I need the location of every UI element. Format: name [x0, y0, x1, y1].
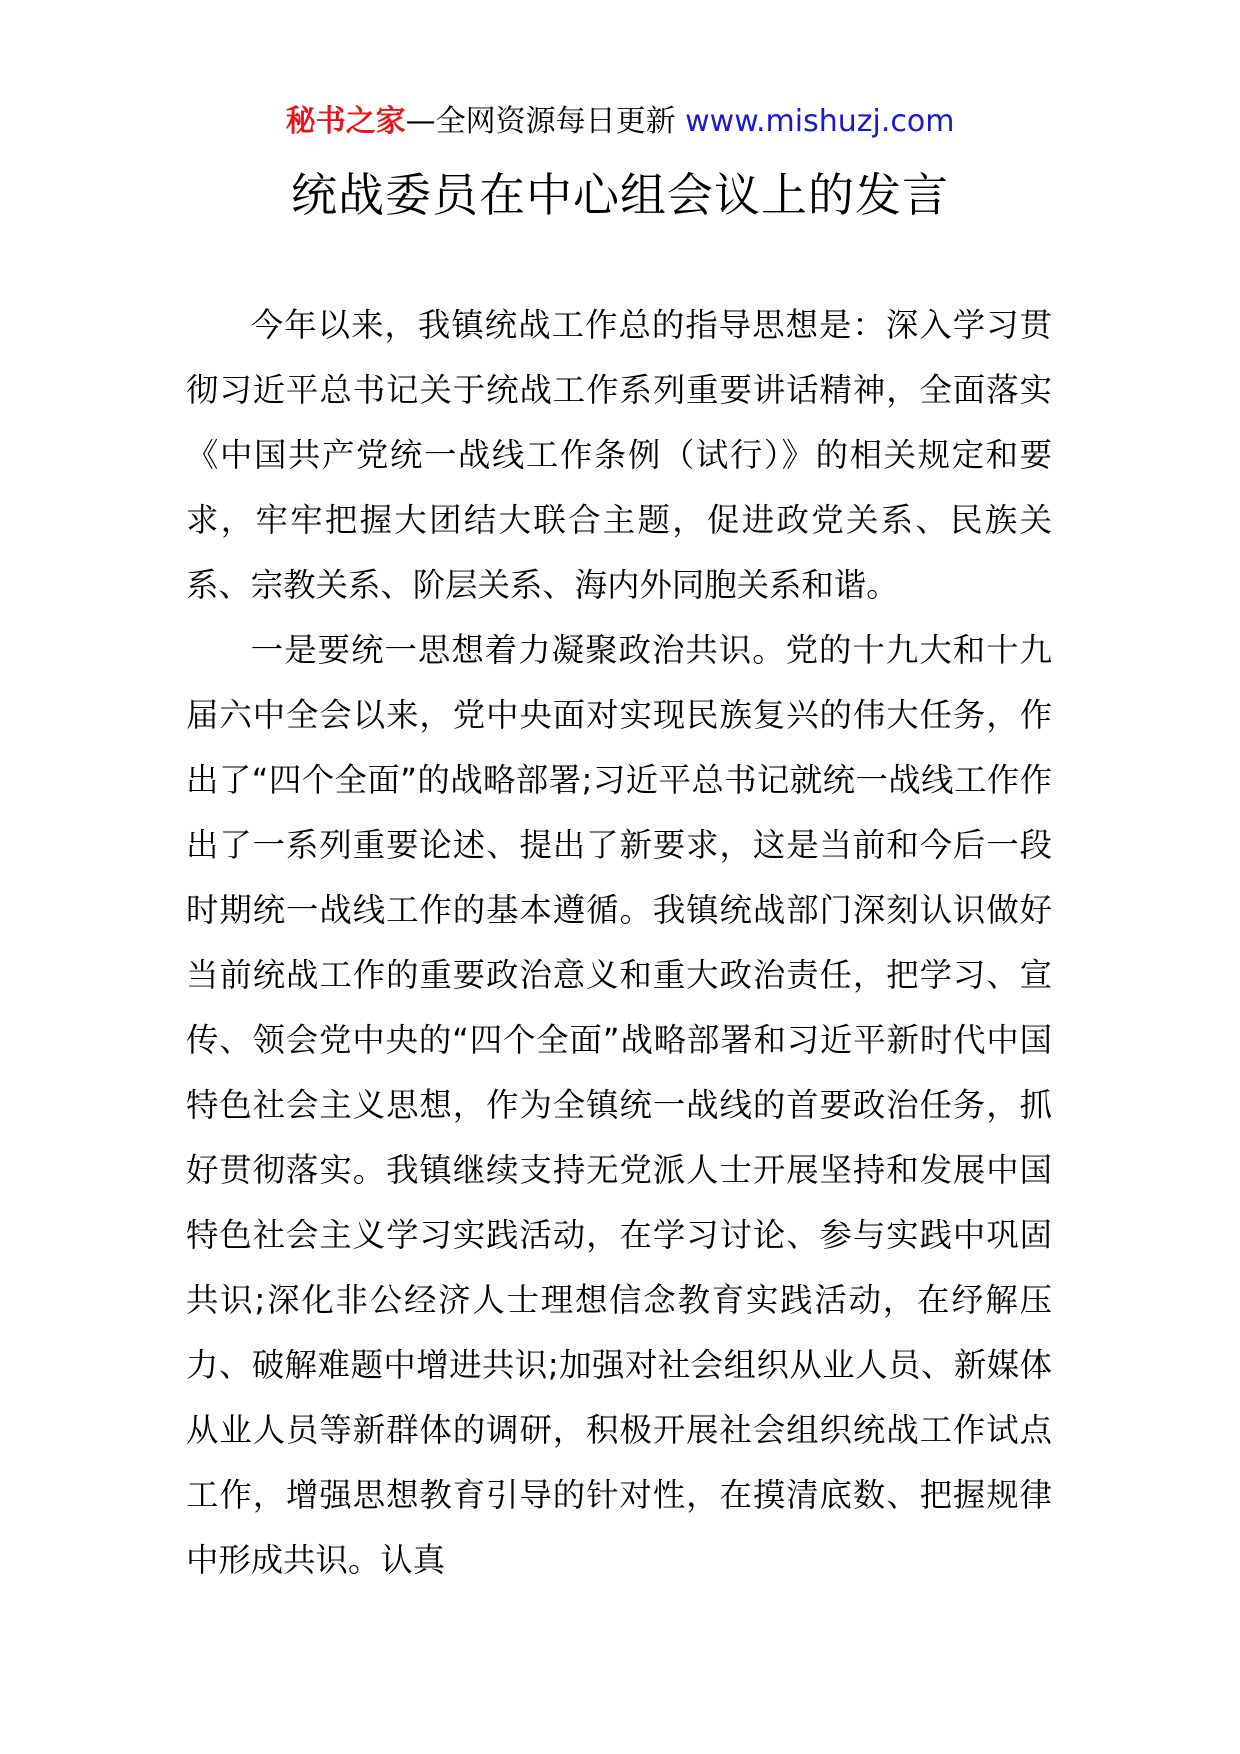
document-body: [186, 293, 1052, 1593]
header-tagline: —全网资源每日更新: [405, 104, 676, 139]
site-header: [0, 100, 1240, 144]
paragraph-intro: 今年以来，我镇统战工作总的指导思想是：深入学习贯彻习近平总书记关于统战工作系列重要讲话精神，全面落实《中国共产党统一战线工作条例（试行）》的相关规定和要求，牢牢把握大团结大联合主题，促进政党关系、民族关系、宗教关系、阶层关系、海内外同胞关系和谐。: [186, 306, 1052, 604]
brand-name: 秘书之家: [285, 104, 406, 139]
site-url-link[interactable]: www.mishuzj.com: [685, 104, 955, 139]
paragraph-point-one: 一是要统一思想着力凝聚政治共识。党的十九大和十九届六中全会以来，党中央面对实现民族复兴的伟大任务，作出了“四个全面”的战略部署;习近平总书记就统一战线工作作出了一系列重要论述、提出了新要求，这是当前和今后一段时期统一战线工作的基本遵循。我镇统战部门深刻认识做好当前统战工作的重要政治意义和重大政治责任，把学习、宣传、领会党中央的“四个全面”战略部署和习近平新时代中国特色社会主义思想，作为全镇统一战线的首要政治任务，抓好贯彻落实。我镇继续支持无党派人士开展坚持和发展中国特色社会主义学习实践活动，在学习讨论、参与实践中巩固共识;深化非公经济人士理想信念教育实践活动，在纾解压力、破解难题中增进共识;加强对社会组织从业人员、新媒体从业人员等新群体的调研，积极开展社会组织统战工作试点工作，增强思想教育引导的针对性，在摸清底数、把握规律中形成共识。认真: [186, 631, 1052, 1579]
document-title: 统战委员在中心组会议上的发言: [291, 168, 949, 222]
